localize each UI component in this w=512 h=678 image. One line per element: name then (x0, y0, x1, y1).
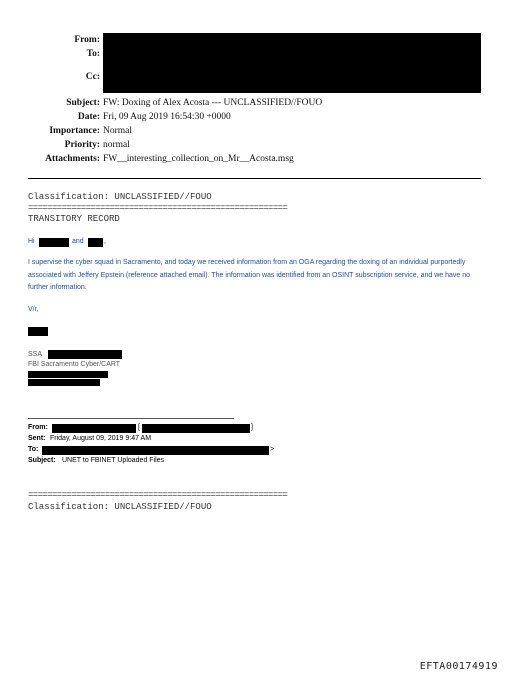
separator-bottom: ====================================================== (28, 490, 288, 500)
date-label: Date: (77, 112, 100, 122)
redaction-signature-line-1 (28, 371, 108, 378)
priority-label: Priority: (64, 140, 100, 150)
date-value: Fri, 09 Aug 2019 16:54:30 +0000 (103, 112, 231, 122)
classification-top: Classification: UNCLASSIFIED//FOUO (28, 192, 212, 202)
redaction-greeting-name-2 (88, 238, 103, 247)
redaction-header-recipients (103, 33, 481, 93)
to-label: To: (86, 49, 100, 59)
forwarded-divider (28, 418, 234, 419)
subject-value: FW: Doxing of Alex Acosta --- UNCLASSIFIED//FOUO (103, 98, 323, 108)
forwarded-from-end: ] (251, 424, 253, 431)
redaction-signature-initials (28, 327, 48, 336)
classification-bottom: Classification: UNCLASSIFIED//FOUO (28, 502, 212, 512)
bates-number: EFTA00174919 (419, 661, 498, 672)
forwarded-to-label: To: (28, 446, 39, 453)
redaction-signature-line-2 (28, 379, 100, 386)
forwarded-subject-label: Subject: (28, 457, 56, 464)
importance-label: Importance: (49, 126, 100, 136)
transitory-record: TRANSITORY RECORD (28, 214, 120, 224)
greeting-hi: Hi (28, 238, 35, 245)
separator-top: ====================================================== (28, 203, 288, 213)
redaction-forwarded-from-email (142, 424, 250, 433)
body-paragraph: I supervise the cyber squad in Sacramento, and today we received information from an OGA regarding the doxing of an individual purportedly associated with Jeffery Epstein (reference attached email). The information was identified from an OSINT subscription service, and we have no further information. (28, 259, 470, 291)
forwarded-subject-value: UNET to FBINET Uploaded Files (62, 457, 165, 464)
attachments-value: FW__interesting_collection_on_Mr__Acosta.msg (103, 154, 294, 164)
priority-value: normal (103, 140, 130, 150)
redaction-signature-name (48, 350, 122, 359)
redaction-forwarded-from-name (52, 424, 136, 433)
forwarded-from-label: From: (28, 424, 48, 431)
forwarded-sent-label: Sent: (28, 435, 46, 442)
forwarded-from-bracket: [ (138, 424, 140, 431)
greeting-and: and (72, 238, 84, 245)
greeting-comma: , (104, 238, 106, 245)
redaction-forwarded-to (42, 446, 269, 455)
redaction-greeting-name-1 (39, 238, 69, 247)
signature-office: FBI Sacramento Cyber/CART (28, 361, 121, 368)
signature-ssa: SSA (28, 351, 43, 358)
from-label: From: (74, 35, 100, 45)
importance-value: Normal (103, 126, 133, 136)
forwarded-to-end: > (270, 446, 275, 453)
cc-label: Cc: (85, 72, 100, 82)
forwarded-sent-value: Friday, August 09, 2019 9:47 AM (50, 435, 152, 442)
closing: V/r, (28, 306, 39, 313)
header-divider (28, 178, 481, 179)
attachments-label: Attachments: (45, 154, 100, 164)
subject-label: Subject: (66, 98, 100, 108)
